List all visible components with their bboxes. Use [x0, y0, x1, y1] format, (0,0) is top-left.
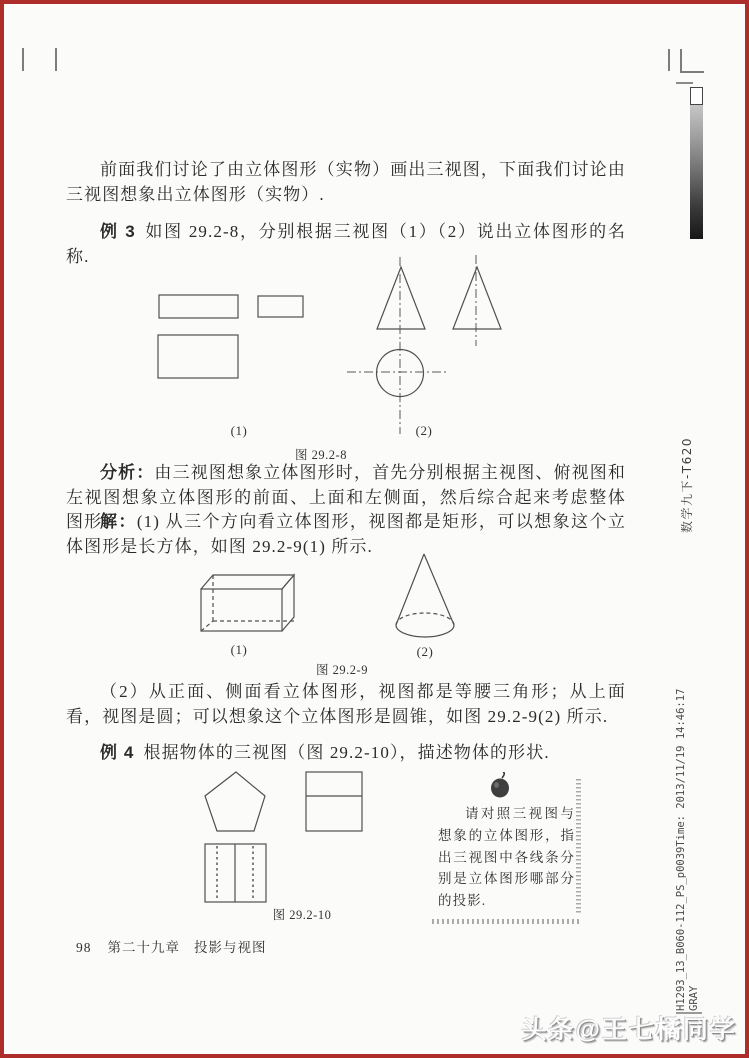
book-code-vertical-text: 数学九下-T620 — [680, 436, 694, 534]
corner-mark-vertical — [680, 49, 682, 73]
imprint-line2: GRAY — [688, 985, 700, 1011]
corner-mark-horizontal — [680, 71, 704, 73]
print-imprint-vertical-text — [675, 688, 701, 1011]
solution-part2-paragraph — [66, 680, 626, 729]
figure-29-2-9-drawing — [184, 544, 474, 644]
example3-text: 如图 29.2-8，分别根据三视图（1）（2）说出立体图形的名称. — [66, 222, 626, 266]
ink-blob-icon — [487, 772, 515, 802]
solution-part2-text: （2）从正面、侧面看立体图形，视图都是等腰三角形；从上面看，视图是圆；可以想象这个立体图形是圆锥，如图 29.2-9(2) 所示. — [66, 682, 626, 726]
example3-paragraph — [66, 220, 626, 269]
calibration-top-line — [676, 82, 693, 84]
figure8-view2-label: (2) — [415, 423, 433, 438]
registration-tick-left-2 — [55, 48, 57, 71]
chapter-title: 第二十九章 — [107, 940, 180, 955]
margin-note-box — [432, 767, 582, 927]
registration-tick-right — [668, 49, 670, 71]
example4-paragraph — [66, 741, 626, 766]
figure10-caption: 图 29.2-10 — [272, 908, 332, 922]
analysis-label: 分析： — [100, 463, 155, 482]
analysis-text: 由三视图想象立体图形时，首先分别根据主视图、俯视图和左视图想象立体图形的前面、上面和左侧面，然后综合起来考虑整体图形. — [66, 463, 626, 531]
watermark-text: 头条@王七橘同学 — [521, 1016, 737, 1044]
grayscale-calibration-bar — [690, 105, 703, 239]
registration-tick-left-1 — [22, 48, 24, 71]
note-box-bottom-border — [432, 919, 579, 924]
intro-text: 前面我们讨论了由立体图形（实物）画出三视图，下面我们讨论由三视图想象出立体图形（实物）. — [66, 160, 626, 204]
intro-paragraph — [66, 158, 626, 207]
figure9-caption: 图 29.2-9 — [316, 663, 368, 677]
figure8-caption: 图 29.2-8 — [295, 448, 347, 462]
margin-note-text: 请对照三视图与想象的立体图形，指出三视图中各线条分别是立体图形哪部分的投影. — [438, 806, 575, 909]
page-footer — [76, 936, 267, 956]
figure9-shape2-label: (2) — [416, 644, 434, 659]
figure9-shape1-label: (1) — [230, 642, 248, 657]
page-number: 98 — [76, 940, 92, 955]
calibration-white-box — [690, 87, 703, 105]
figure-29-2-8-drawing — [142, 254, 514, 440]
example4-label: 例 4 — [100, 743, 135, 762]
imprint-line1: H1293_13_B060-112_PS_p0039Time: 2013/11/19 14:46:17 — [675, 688, 687, 1011]
solution-paragraph — [66, 510, 626, 559]
solution-text: (1) 从三个方向看立体图形，视图都是矩形，可以想象这个立体图形是长方体，如图 29.2-9(1) 所示. — [66, 512, 626, 556]
note-box-right-border — [576, 779, 581, 915]
solution-label: 解： — [100, 512, 137, 531]
example3-label: 例 3 — [100, 222, 136, 241]
section-title: 投影与视图 — [194, 940, 267, 955]
example4-text: 根据物体的三视图（图 29.2-10），描述物体的形状. — [143, 743, 550, 762]
figure-29-2-10-drawing — [194, 764, 374, 906]
figure8-view1-label: (1) — [230, 423, 248, 438]
